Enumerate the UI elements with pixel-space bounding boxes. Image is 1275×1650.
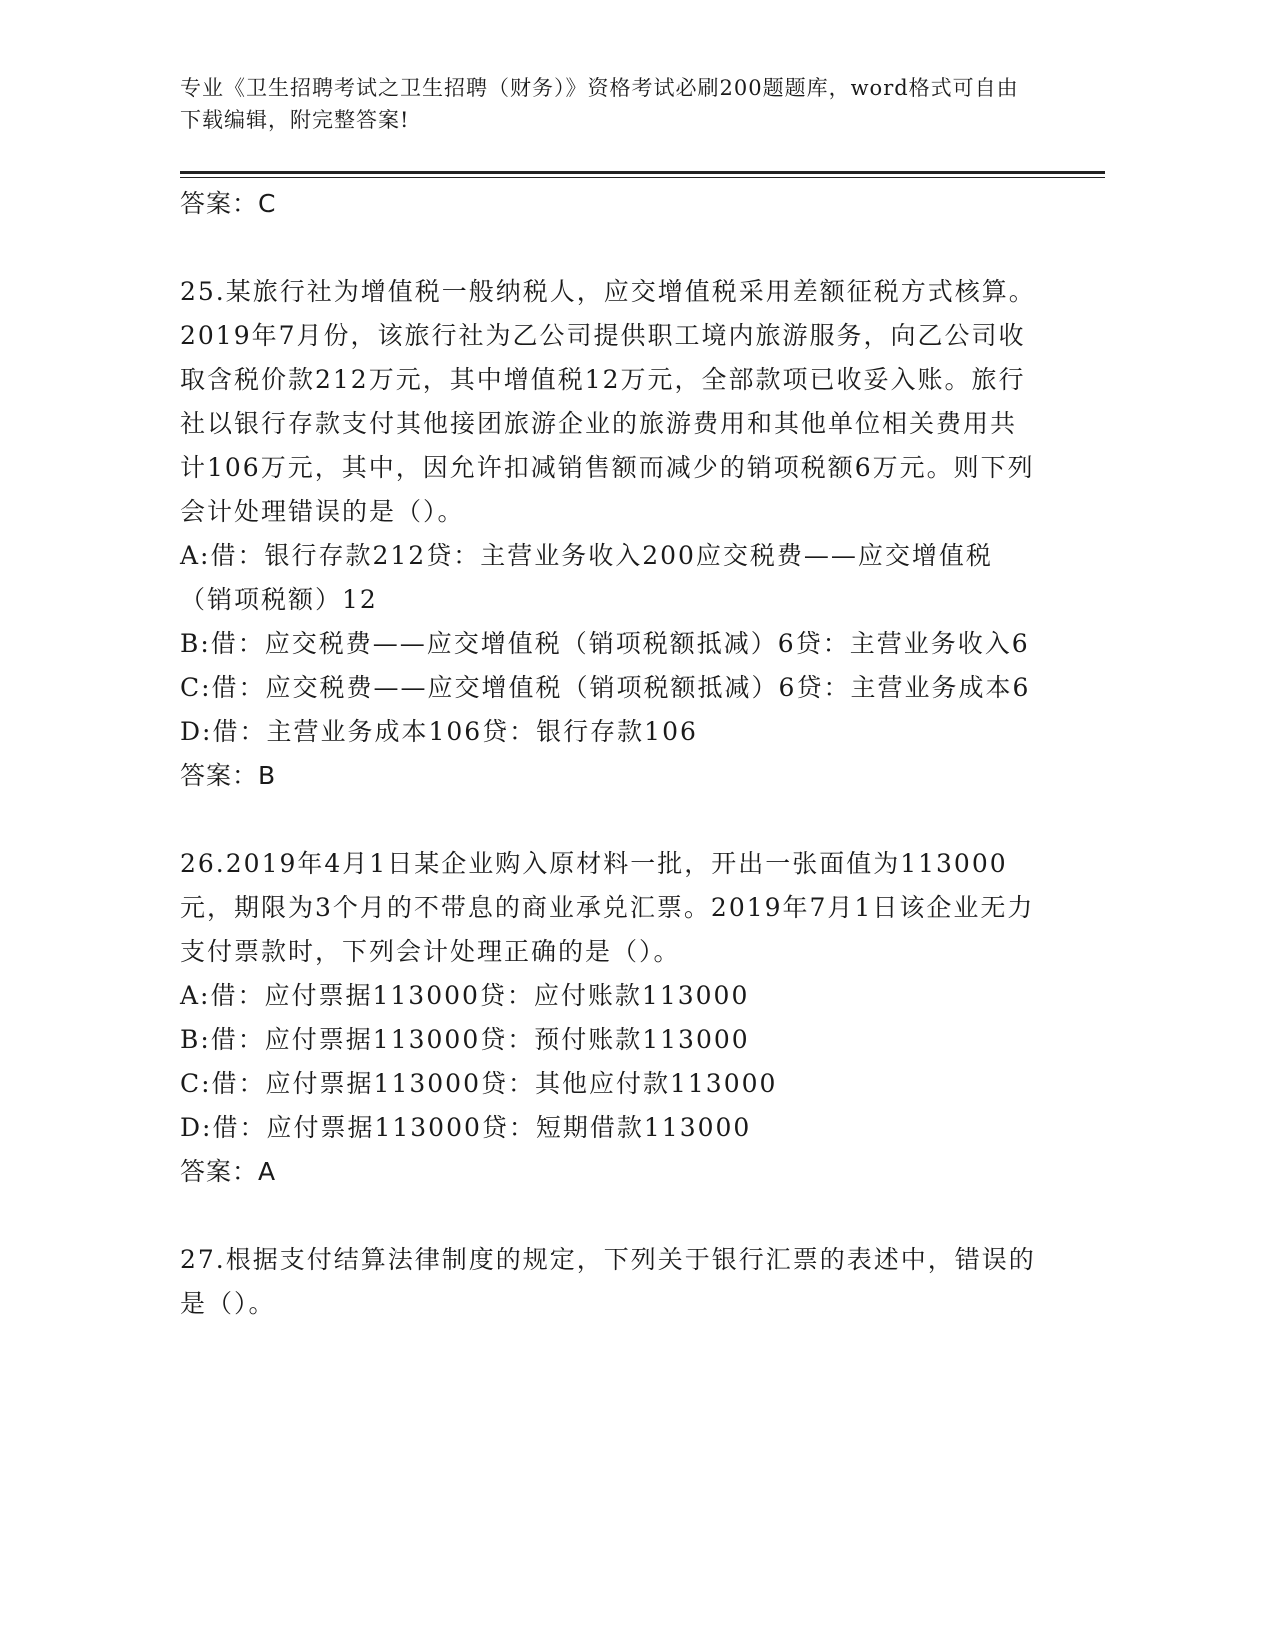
option-c: C:借：应付票据113000贷：其他应付款113000: [180, 1069, 778, 1098]
option-d: D:借：应付票据113000贷：短期借款113000: [180, 1113, 752, 1142]
question-answer: 答案：A: [180, 1157, 277, 1186]
question-26: [180, 842, 1040, 1194]
header-divider-thin: [180, 177, 1105, 178]
option-b: B:借：应交税费——应交增值税（销项税额抵减）6贷：主营业务收入6: [180, 629, 1030, 658]
question-answer: 答案：B: [180, 761, 277, 790]
question-stem: 25.某旅行社为增值税一般纳税人，应交增值税采用差额征税方式核算。2019年7月份，该旅行社为乙公司提供职工境内旅游服务，向乙公司收取含税价款212万元，其中增值税12万元，全部款项已收妥入账。旅行社以银行存款支付其他接团旅游企业的旅游费用和其他单位相关费用共计106万元，其中，因允许扣减销售额而减少的销项税额6万元。则下列会计处理错误的是（）。: [180, 277, 1036, 526]
question-25: [180, 270, 1040, 798]
page-header: [180, 72, 1040, 136]
question-stem: 26.2019年4月1日某企业购入原材料一批，开出一张面值为113000元，期限为3个月的不带息的商业承兑汇票。2019年7月1日该企业无力支付票款时，下列会计处理正确的是（）。: [180, 849, 1035, 966]
question-27: [180, 1238, 1040, 1326]
header-title: 专业《卫生招聘考试之卫生招聘（财务）》资格考试必刷200题题库，word格式可自由下载编辑，附完整答案!: [180, 76, 1019, 132]
document-body: [180, 182, 1040, 1326]
option-d: D:借：主营业务成本106贷：银行存款106: [180, 717, 698, 746]
option-b: B:借：应付票据113000贷：预付账款113000: [180, 1025, 750, 1054]
previous-answer: 答案：C: [180, 189, 277, 218]
option-a: A:借：应付票据113000贷：应付账款113000: [180, 981, 750, 1010]
question-stem: 27.根据支付结算法律制度的规定，下列关于银行汇票的表述中，错误的是（）。: [180, 1245, 1036, 1318]
option-a: A:借：银行存款212贷：主营业务收入200应交税费——应交增值税（销项税额）12: [180, 541, 993, 614]
header-divider-thick: [180, 171, 1105, 174]
option-c: C:借：应交税费——应交增值税（销项税额抵减）6贷：主营业务成本6: [180, 673, 1031, 702]
